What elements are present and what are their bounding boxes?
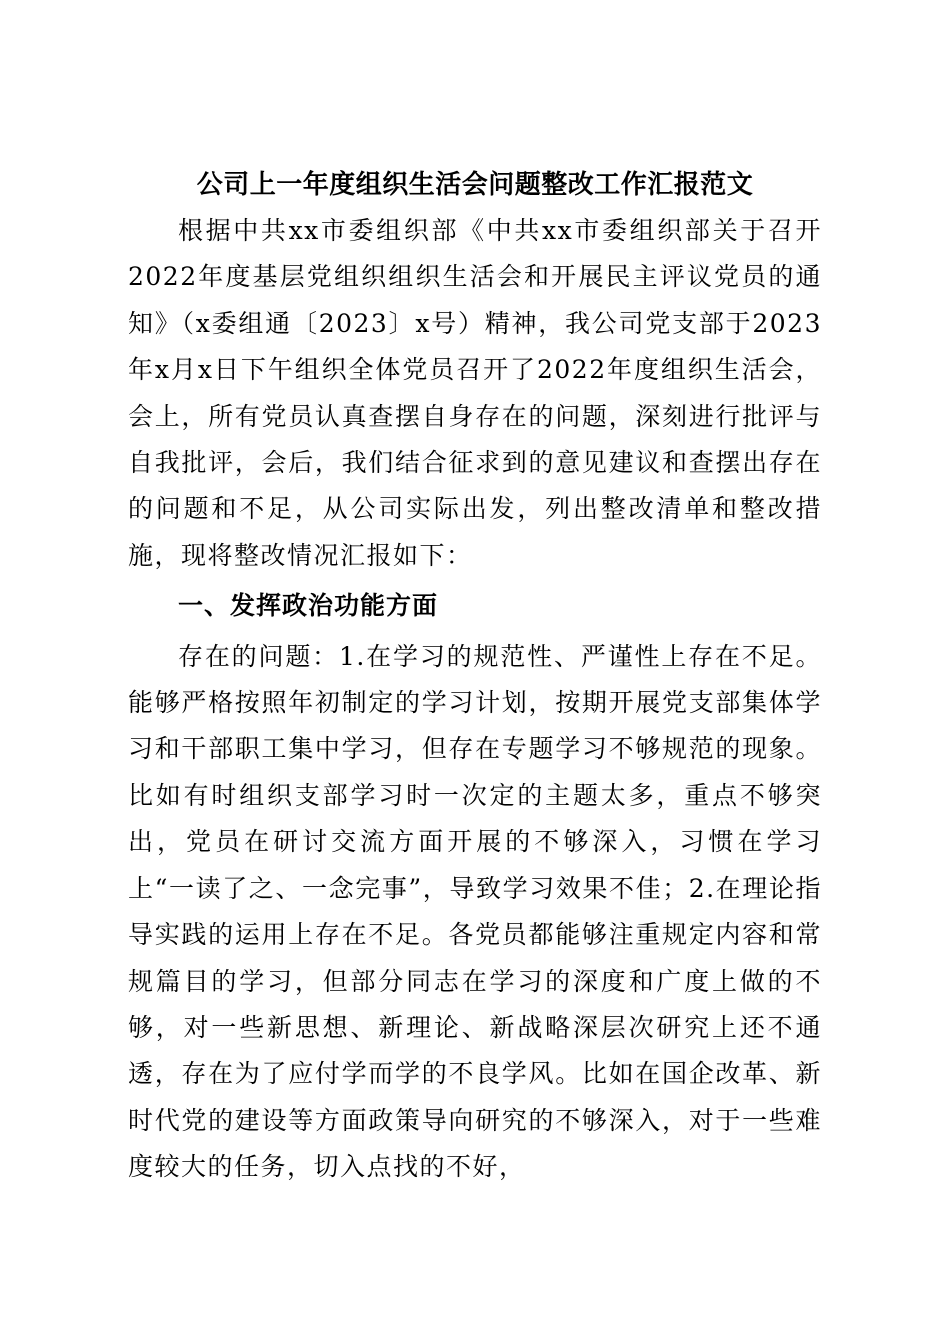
section-body-paragraph: 存在的问题：1.在学习的规范性、严谨性上存在不足。能够严格按照年初制定的学习计划，按期开展党支部集体学习和干部职工集中学习，但存在专题学习不够规范的现象。比如有时组织支部学习时一次定的主题太多，重点不够突出，党员在研讨交流方面开展的不够深入，习惯在学习上“一读了之、一念完事”，导致学习效果不佳；2.在理论指导实践的运用上存在不足。各党员都能够注重规定内容和常规篇目的学习，但部分同志在学习的深度和广度上做的不够，对一些新思想、新理论、新战略深层次研究上还不通透，存在为了应付学而学的不良学风。比如在国企改革、新时代党的建设等方面政策导向研究的不够深入，对于一些难度较大的任务，切入点找的不好， bbox=[128, 641, 822, 1182]
section-heading: 一、发挥政治功能方面 bbox=[178, 591, 439, 621]
intro-paragraph: 根据中共xx市委组织部《中共xx市委组织部关于召开2022年度基层党组织组织生活会和开展民主评议党员的通知》（x委组通〔2023〕x号）精神，我公司党支部于2023年x月x日下午组织全体党员召开了2022年度组织生活会，会上，所有党员认真查摆自身存在的问题，深刻进行批评与自我批评，会后，我们结合征求到的意见建议和查摆出存在的问题和不足，从公司实际出发，列出整改清单和整改措施，现将整改情况汇报如下： bbox=[128, 216, 822, 570]
document-page bbox=[128, 162, 822, 1191]
document-title: 公司上一年度组织生活会问题整改工作汇报范文 bbox=[196, 170, 754, 200]
